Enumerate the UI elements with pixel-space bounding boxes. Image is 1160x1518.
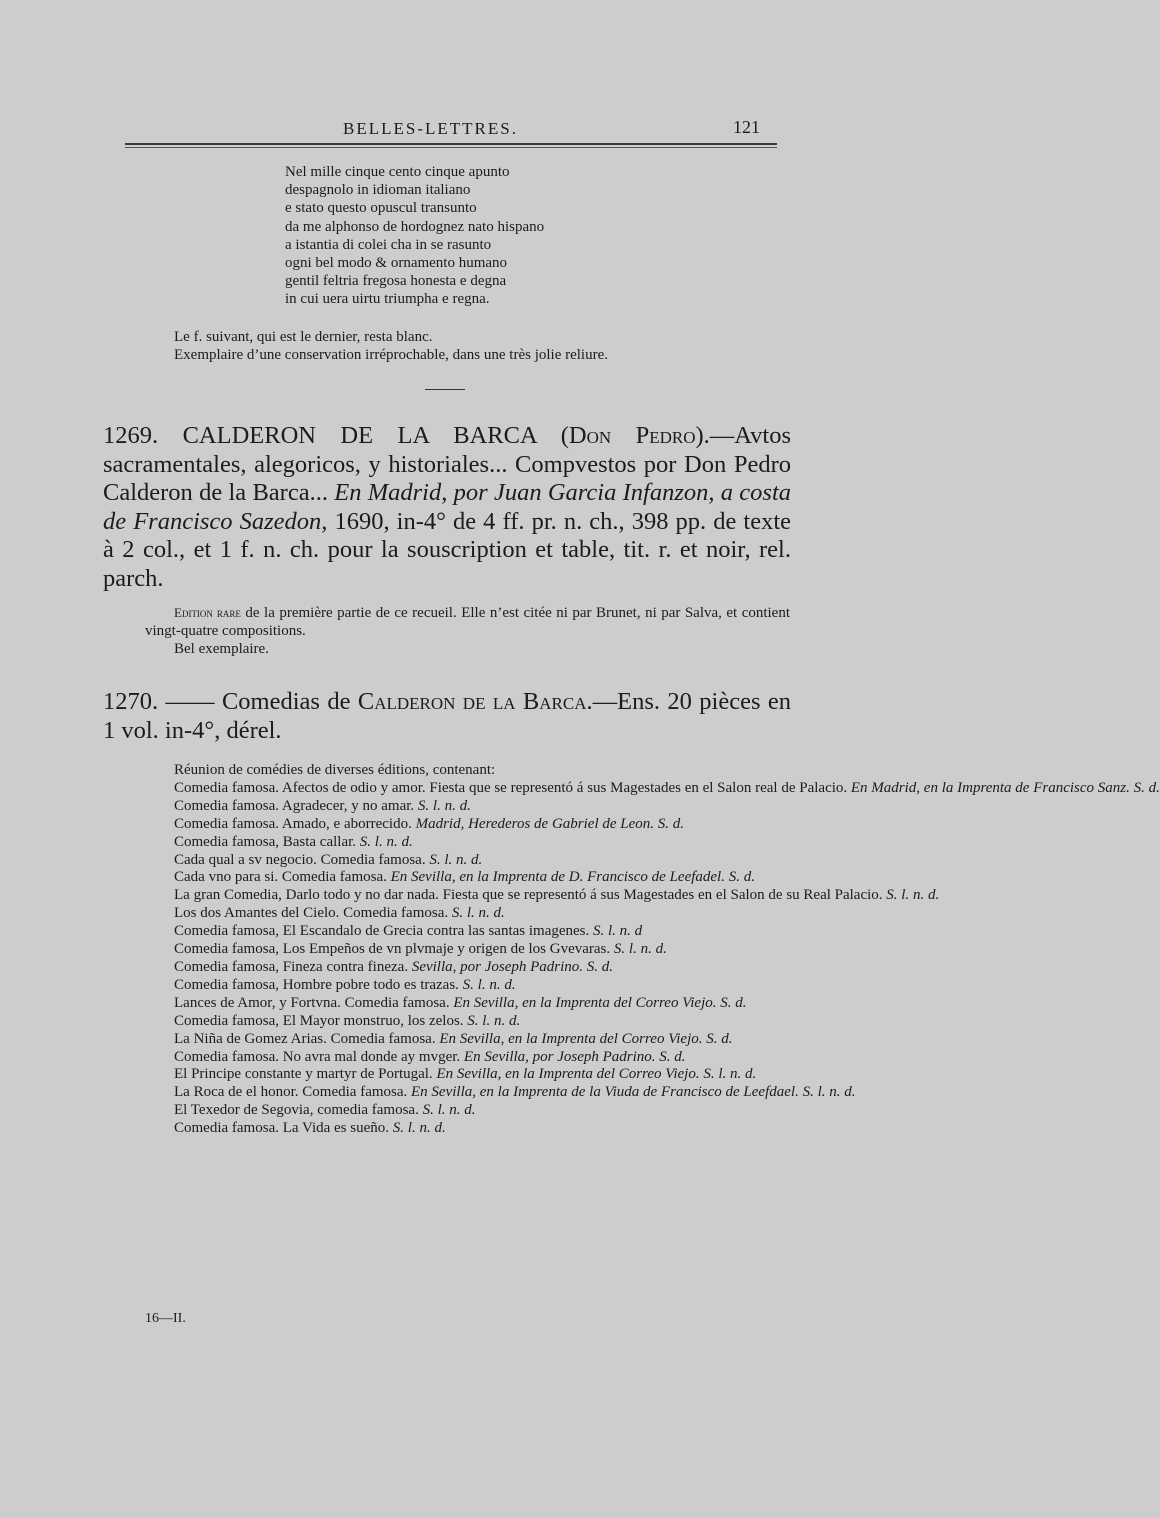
list-item [145, 995, 790, 1013]
comedia-imprint: Sevilla, por Joseph Padrino. S. d. [411, 958, 614, 975]
poem-line: in cui uera uirtu triumpha e regna. [285, 291, 490, 308]
entry-title: —Avtos sacramentales, alegoricos, y historiales... Compvestos por Don Pedro Calderon de la Barca... [103, 422, 791, 507]
comedia-imprint: S. l. n. d. [392, 1120, 446, 1137]
list-item [145, 816, 790, 834]
note-rarity: Edition rare [174, 605, 241, 620]
list-intro: Réunion de comédies de diverses éditions, contenant: [174, 762, 496, 778]
comedias-items [145, 779, 1160, 1138]
poem-line: despagnolo in idioman italiano [285, 182, 471, 199]
poem-line: Nel mille cinque cento cinque apunto [285, 164, 510, 180]
note-blank-leaf: Le f. suivant, qui est le dernier, resta blanc. [174, 329, 433, 345]
list-item [145, 1049, 790, 1067]
comedia-title: La Roca de el honor. Comedia famosa. [174, 1084, 408, 1101]
comedia-title: Comedia famosa, El Escandalo de Grecia contra las santas imagenes. [174, 923, 590, 940]
list-item [145, 905, 790, 923]
poem-line: gentil feltria fregosa honesta e degna [285, 273, 507, 290]
list-item [145, 941, 790, 959]
note-copy: Bel exemplaire. [174, 641, 269, 658]
comedia-title: El Texedor de Segovia, comedia famosa. [174, 1102, 419, 1119]
entry-1270 [103, 688, 791, 745]
list-item [145, 1102, 790, 1120]
entry-number: 1270. [103, 688, 159, 715]
comedia-imprint: En Madrid, en la Imprenta de Francisco Sanz. S. d. [850, 779, 1160, 796]
comedia-title: Comedia famosa. Agradecer, y no amar. [174, 797, 415, 814]
poem-line: da me alphonso de hordognez nato hispano [285, 218, 545, 235]
entry-1269-note [145, 604, 790, 658]
comedia-imprint: S. l. n. d [593, 923, 643, 940]
comedia-title: Cada vno para si. Comedia famosa. [174, 869, 387, 886]
comedia-imprint: En Sevilla, por Joseph Padrino. S. d. [463, 1048, 686, 1065]
running-title: BELLES-LETTRES. [343, 119, 518, 138]
list-item [145, 1120, 790, 1138]
comedia-imprint: Madrid, Herederos de Gabriel de Leon. S. d. [415, 815, 685, 832]
colophon-poem [285, 163, 544, 309]
list-item [145, 798, 790, 816]
note-condition: Exemplaire d’une conservation irréprochable, dans une très jolie reliure. [174, 347, 608, 363]
comedia-title: Los dos Amantes del Cielo. Comedia famosa. [174, 905, 449, 922]
list-item [145, 869, 790, 887]
entry-number: 1269. [103, 422, 159, 449]
entry-collation: 1690, in-4° de 4 ff. pr. n. ch., 398 pp. de texte à 2 col., et 1 f. n. ch. pour la souscription et table, tit. r. et noir, rel. parch. [103, 507, 792, 592]
entry-title: Comedias de [221, 688, 351, 715]
comedia-title: La Niña de Gomez Arias. Comedia famosa. [174, 1030, 436, 1047]
comedia-title: Comedia famosa, El Mayor monstruo, los zelos. [174, 1012, 464, 1029]
comedia-title: Comedia famosa. No avra mal donde ay mvger. [174, 1048, 461, 1065]
list-item [145, 923, 790, 941]
comedia-title: Comedia famosa, Basta callar. [174, 833, 357, 850]
entry-dash: —— [165, 688, 215, 715]
poem-line: ogni bel modo & ornamento humano [285, 255, 508, 272]
header-rule [125, 143, 777, 145]
signature-mark: 16—II. [145, 1311, 186, 1326]
comedia-imprint: S. l. n. d. [451, 905, 505, 922]
comedia-imprint: En Sevilla, en la Imprenta de la Viuda de Francisco de Leefdael. S. l. n. d. [411, 1084, 856, 1101]
comedia-imprint: En Sevilla, en la Imprenta del Correo Viejo. S. d. [453, 994, 747, 1011]
comedia-imprint: S. l. n. d. [462, 976, 516, 993]
comedia-title: El Principe constante y martyr de Portugal. [174, 1066, 433, 1083]
list-item [145, 1031, 790, 1049]
entry-author-close: ). [695, 422, 710, 449]
comedia-imprint: En Sevilla, en la Imprenta del Correo Viejo. S. d. [439, 1030, 733, 1047]
list-item [145, 834, 790, 852]
entry-author: CALDERON DE LA BARCA ( [182, 422, 569, 449]
comedia-imprint: En Sevilla, en la Imprenta de D. Francisco de Leefadel. S. d. [390, 869, 755, 886]
comedia-imprint: En Sevilla, en la Imprenta del Correo Viejo. S. l. n. d. [436, 1066, 757, 1083]
comedia-title: Comedia famosa. Amado, e aborrecido. [174, 815, 412, 832]
list-item [145, 977, 790, 995]
entry-imprint: En Madrid, por Juan Garcia Infanzon, a costa de Francisco Sazedon, [103, 479, 792, 535]
poem-line: a istantia di colei cha in se rasunto [285, 236, 492, 253]
note-text: de la première partie de ce recueil. Elle n’est citée ni par Brunet, ni par Salva, et contient vingt-quatre compositions. [145, 605, 791, 640]
comedia-title: Comedia famosa. La Vida es sueño. [174, 1120, 390, 1137]
entry-author: Calderon de la Barca [357, 688, 587, 715]
entry-author-forename: Don Pedro [568, 422, 696, 449]
comedia-title: Comedia famosa, Fineza contra fineza. [174, 958, 409, 975]
entry-details: .—Ens. 20 pièces en 1 vol. in-4°, dérel. [103, 688, 792, 744]
comedia-imprint: S. l. n. d. [467, 1012, 521, 1029]
comedias-list [145, 762, 1160, 1138]
comedia-imprint: S. l. n. d. [359, 833, 413, 850]
section-divider [425, 389, 465, 390]
list-item [145, 1084, 856, 1102]
comedia-title: La gran Comedia, Darlo todo y no dar nada. Fiesta que se representó á sus Magestades en el Salon de su Real Palacio. [174, 887, 883, 904]
list-item [145, 887, 940, 905]
comedia-imprint: S. l. n. d. [886, 887, 940, 904]
comedia-title: Cada qual a sv negocio. Comedia famosa. [174, 851, 426, 868]
entry-1269 [103, 422, 791, 594]
poem-line: e stato questo opuscul transunto [285, 200, 477, 217]
comedia-imprint: S. l. n. d. [417, 797, 471, 814]
comedia-title: Comedia famosa, Los Empeños de vn plvmaje y origen de los Gvevaras. [174, 941, 611, 958]
list-item [145, 779, 1160, 798]
comedia-title: Lances de Amor, y Fortvna. Comedia famosa. [174, 994, 450, 1011]
comedia-imprint: S. l. n. d. [613, 941, 667, 958]
list-item [145, 959, 790, 977]
comedia-imprint: S. l. n. d. [429, 851, 483, 868]
list-item [145, 1013, 790, 1031]
comedia-title: Comedia famosa. Afectos de odio y amor. Fiesta que se representó á sus Magestades en el Salon real de Palacio. [174, 779, 848, 796]
list-item [145, 1066, 790, 1084]
page-number: 121 [733, 117, 760, 137]
comedia-title: Comedia famosa, Hombre pobre todo es trazas. [174, 976, 459, 993]
comedia-imprint: S. l. n. d. [422, 1102, 476, 1119]
list-item [145, 852, 790, 870]
header-rule-thin [125, 147, 777, 148]
